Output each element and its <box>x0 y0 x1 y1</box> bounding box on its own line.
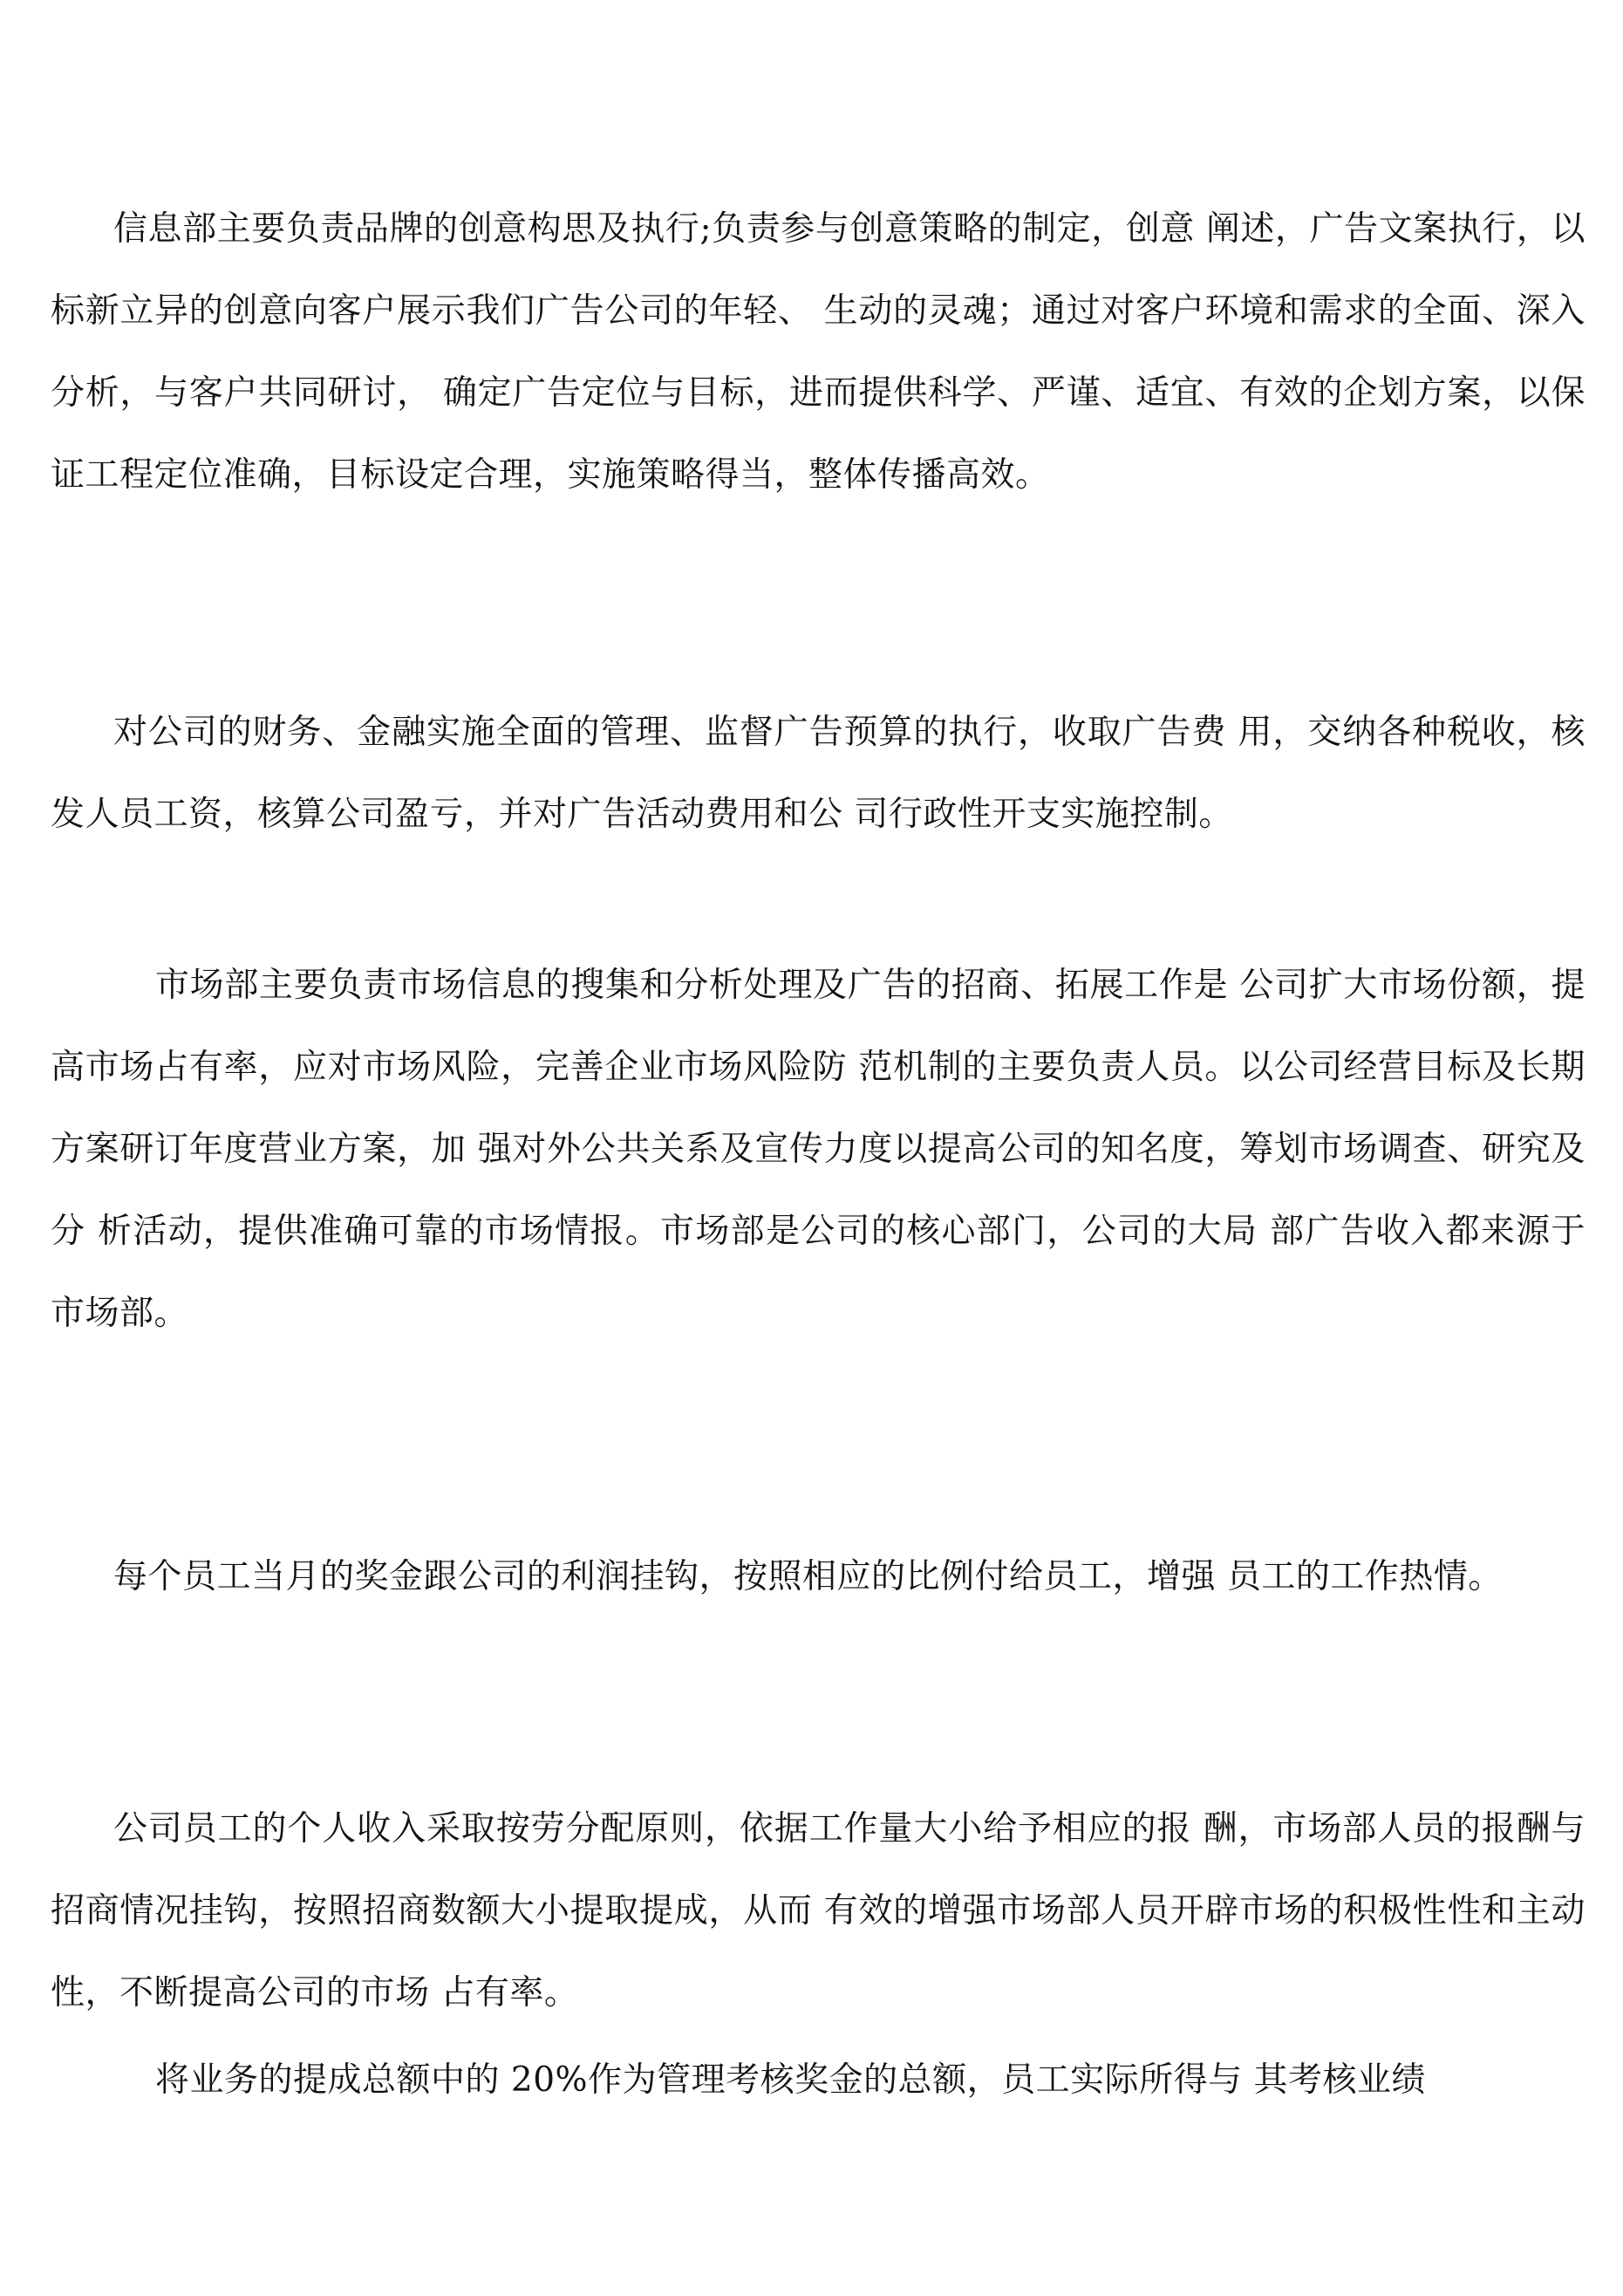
paragraph-information-department: 信息部主要负责品牌的创意构思及执行;负责参与创意策略的制定，创意 阐述，广告文案执行，以标新立异的创意向客户展示我们广告公司的年轻、 生动的灵魂；通过对客户环境和需求的全面、深入分析，与客户共同研讨， 确定广告定位与目标，进而提供科学、严谨、适宜、有效的企划方案，以保 证工程定位准确，目标设定合理，实施策略得当，整体传播高效。 <box>51 209 1585 495</box>
paragraph-finance: 对公司的财务、金融实施全面的管理、监督广告预算的执行，收取广告费 用，交纳各种税收，核发人员工资，核算公司盈亏，并对广告活动费用和公 司行政性开支实施控制。 <box>51 713 1585 834</box>
paragraph-income-distribution: 公司员工的个人收入采取按劳分配原则，依据工作量大小给予相应的报 酬，市场部人员的报酬与招商情况挂钩，按照招商数额大小提取提成，从而 有效的增强市场部人员开辟市场的积极性性和主动性，不断提高公司的市场 占有率。 <box>51 1809 1585 2012</box>
paragraph-marketing-department: 市场部主要负责市场信息的搜集和分析处理及广告的招商、拓展工作是 公司扩大市场份额，提高市场占有率，应对市场风险，完善企业市场风险防 范机制的主要负责人员。以公司经营目标及长期方案研订年度营业方案，加 强对外公共关系及宣传力度以提高公司的知名度，筹划市场调查、研究及分 析活动，提供准确可靠的市场情报。市场部是公司的核心部门，公司的大局 部广告收入都来源于市场部。 <box>51 966 1585 1333</box>
paragraph-bonus: 每个员工当月的奖金跟公司的利润挂钩，按照相应的比例付给员工，增强 员工的工作热情。 <box>113 1557 1503 1596</box>
paragraph-commission: 将业务的提成总额中的 20%作为管理考核奖金的总额，员工实际所得与 其考核业绩 <box>155 2060 1426 2100</box>
